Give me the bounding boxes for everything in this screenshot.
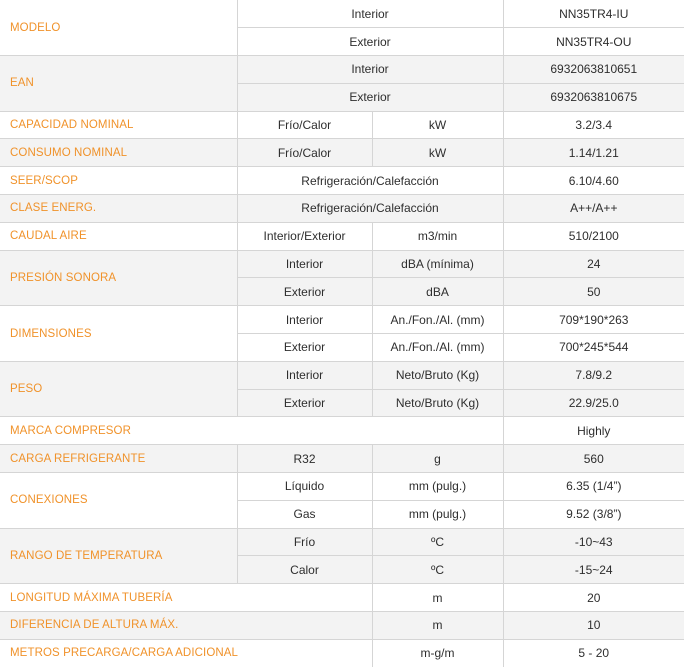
clase-energ-condition: Refrigeración/Calefacción (237, 195, 503, 223)
ean-exterior-value: 6932063810675 (503, 83, 684, 111)
marca-compresor-label: MARCA COMPRESOR (0, 417, 503, 445)
capacidad-nominal-unit: kW (372, 111, 503, 139)
caudal-aire-value: 510/2100 (503, 222, 684, 250)
peso-exterior-value: 22.9/25.0 (503, 389, 684, 417)
rango-temperatura-label: RANGO DE TEMPERATURA (0, 528, 237, 584)
peso-label: PESO (0, 361, 237, 417)
presion-sonora-label: PRESIÓN SONORA (0, 250, 237, 306)
spec-row-peso (0, 361, 684, 389)
rango-temperatura-calor-value: -15~24 (503, 556, 684, 584)
modelo-label: MODELO (0, 0, 237, 56)
diferencia-altura-label: DIFERENCIA DE ALTURA MÁX. (0, 612, 372, 640)
presion-sonora-interior-unit: dBA (mínima) (372, 250, 503, 278)
conexiones-gas-condition: Gas (237, 500, 372, 528)
spec-row-consumo-nominal (0, 139, 684, 167)
conexiones-label: CONEXIONES (0, 473, 237, 529)
peso-exterior-unit: Neto/Bruto (Kg) (372, 389, 503, 417)
caudal-aire-condition: Interior/Exterior (237, 222, 372, 250)
consumo-nominal-label: CONSUMO NOMINAL (0, 139, 237, 167)
ean-exterior-condition: Exterior (237, 83, 503, 111)
clase-energ-label: CLASE ENERG. (0, 195, 237, 223)
modelo-exterior-value: NN35TR4-OU (503, 28, 684, 56)
carga-refrigerante-label: CARGA REFRIGERANTE (0, 445, 237, 473)
conexiones-liquido-unit: mm (pulg.) (372, 473, 503, 501)
caudal-aire-unit: m3/min (372, 222, 503, 250)
modelo-exterior-condition: Exterior (237, 28, 503, 56)
presion-sonora-exterior-unit: dBA (372, 278, 503, 306)
dimensiones-interior-condition: Interior (237, 306, 372, 334)
spec-row-metros-precarga (0, 639, 684, 667)
modelo-interior-value: NN35TR4-IU (503, 0, 684, 28)
modelo-interior-condition: Interior (237, 0, 503, 28)
capacidad-nominal-condition: Frío/Calor (237, 111, 372, 139)
spec-row-seer-scop (0, 167, 684, 195)
conexiones-liquido-condition: Líquido (237, 473, 372, 501)
peso-interior-unit: Neto/Bruto (Kg) (372, 361, 503, 389)
dimensiones-label: DIMENSIONES (0, 306, 237, 362)
seer-scop-condition: Refrigeración/Calefacción (237, 167, 503, 195)
spec-row-diferencia-altura (0, 612, 684, 640)
conexiones-liquido-value: 6.35 (1/4”) (503, 473, 684, 501)
spec-row-carga-refrigerante (0, 445, 684, 473)
caudal-aire-label: CAUDAL AIRE (0, 222, 237, 250)
metros-precarga-unit: m-g/m (372, 639, 503, 667)
ean-interior-condition: Interior (237, 56, 503, 84)
capacidad-nominal-value: 3.2/3.4 (503, 111, 684, 139)
rango-temperatura-frio-value: -10~43 (503, 528, 684, 556)
spec-row-ean (0, 56, 684, 84)
conexiones-gas-unit: mm (pulg.) (372, 500, 503, 528)
spec-row-presion-sonora (0, 250, 684, 278)
spec-row-conexiones (0, 473, 684, 501)
longitud-maxima-tuberia-label: LONGITUD MÁXIMA TUBERÍA (0, 584, 372, 612)
presion-sonora-exterior-value: 50 (503, 278, 684, 306)
spec-row-capacidad-nominal (0, 111, 684, 139)
spec-row-longitud-maxima-tuberia (0, 584, 684, 612)
dimensiones-interior-value: 709*190*263 (503, 306, 684, 334)
ean-interior-value: 6932063810651 (503, 56, 684, 84)
clase-energ-value: A++/A++ (503, 195, 684, 223)
peso-interior-value: 7.8/9.2 (503, 361, 684, 389)
dimensiones-exterior-condition: Exterior (237, 334, 372, 362)
spec-row-dimensiones (0, 306, 684, 334)
longitud-maxima-tuberia-value: 20 (503, 584, 684, 612)
spec-row-marca-compresor (0, 417, 684, 445)
marca-compresor-value: Highly (503, 417, 684, 445)
rango-temperatura-calor-unit: ºC (372, 556, 503, 584)
presion-sonora-interior-condition: Interior (237, 250, 372, 278)
diferencia-altura-value: 10 (503, 612, 684, 640)
consumo-nominal-condition: Frío/Calor (237, 139, 372, 167)
seer-scop-label: SEER/SCOP (0, 167, 237, 195)
ean-label: EAN (0, 56, 237, 112)
presion-sonora-exterior-condition: Exterior (237, 278, 372, 306)
carga-refrigerante-value: 560 (503, 445, 684, 473)
conexiones-gas-value: 9.52 (3/8”) (503, 500, 684, 528)
dimensiones-interior-unit: An./Fon./Al. (mm) (372, 306, 503, 334)
spec-row-clase-energ (0, 195, 684, 223)
presion-sonora-interior-value: 24 (503, 250, 684, 278)
metros-precarga-label: METROS PRECARGA/CARGA ADICIONAL (0, 639, 372, 667)
spec-row-rango-temperatura (0, 528, 684, 556)
consumo-nominal-unit: kW (372, 139, 503, 167)
longitud-maxima-tuberia-unit: m (372, 584, 503, 612)
dimensiones-exterior-value: 700*245*544 (503, 334, 684, 362)
seer-scop-value: 6.10/4.60 (503, 167, 684, 195)
diferencia-altura-unit: m (372, 612, 503, 640)
carga-refrigerante-unit: g (372, 445, 503, 473)
rango-temperatura-frio-condition: Frío (237, 528, 372, 556)
metros-precarga-value: 5 - 20 (503, 639, 684, 667)
peso-interior-condition: Interior (237, 361, 372, 389)
spec-row-caudal-aire (0, 222, 684, 250)
rango-temperatura-frio-unit: ºC (372, 528, 503, 556)
spec-row-modelo (0, 0, 684, 28)
dimensiones-exterior-unit: An./Fon./Al. (mm) (372, 334, 503, 362)
carga-refrigerante-condition: R32 (237, 445, 372, 473)
consumo-nominal-value: 1.14/1.21 (503, 139, 684, 167)
rango-temperatura-calor-condition: Calor (237, 556, 372, 584)
peso-exterior-condition: Exterior (237, 389, 372, 417)
capacidad-nominal-label: CAPACIDAD NOMINAL (0, 111, 237, 139)
